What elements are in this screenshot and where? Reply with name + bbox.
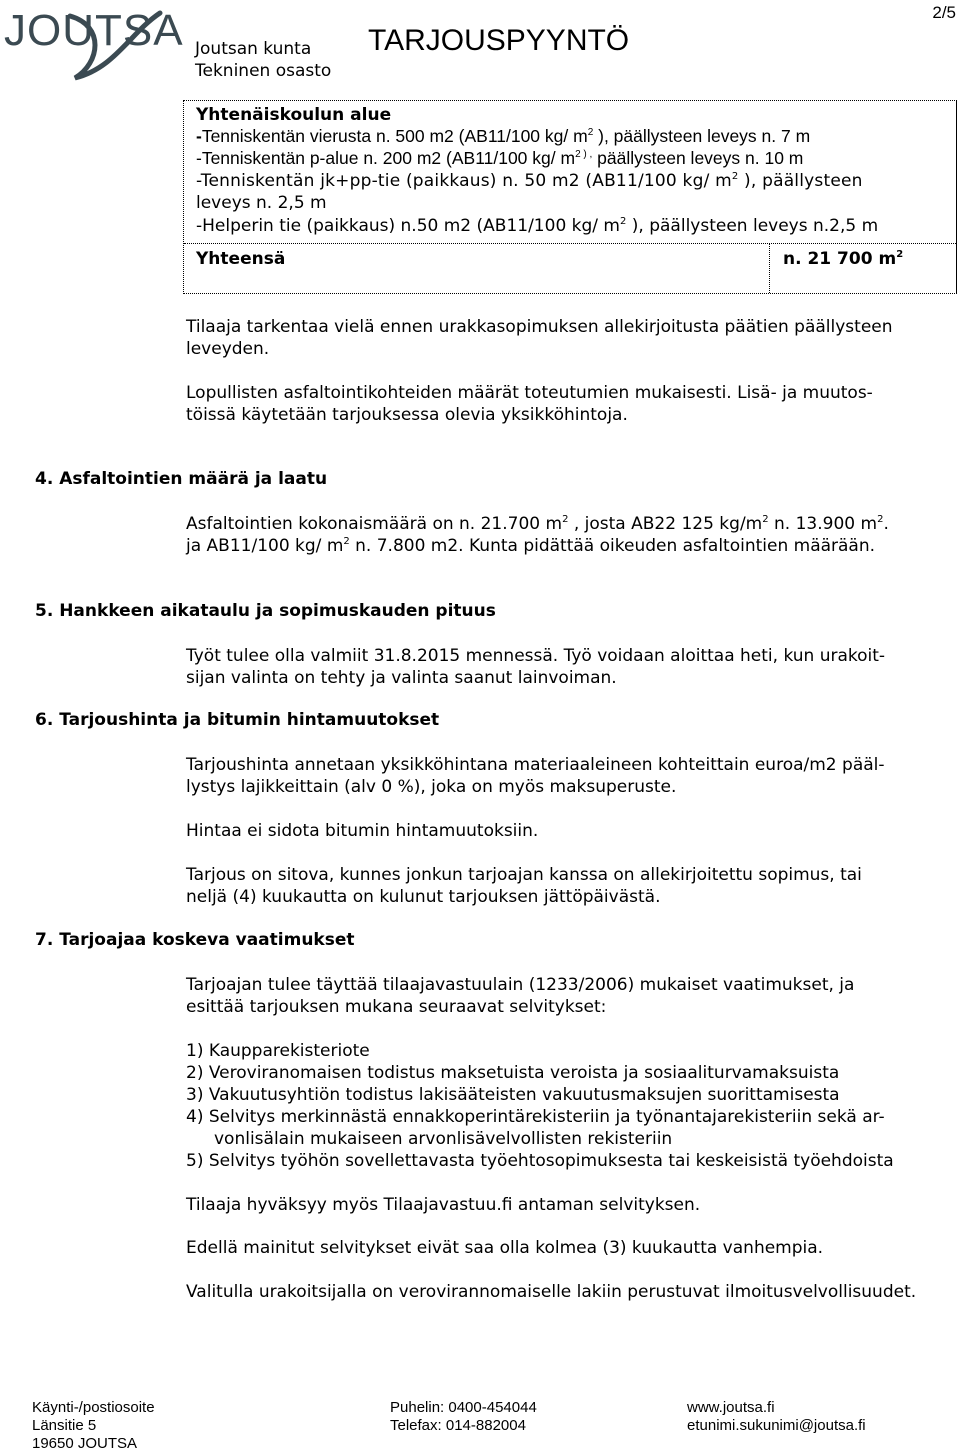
requirements-list [186,1040,953,1172]
paragraph: Edellä mainitut selvitykset eivät saa olla kolmea (3) kuukautta vanhempia. [186,1238,824,1258]
email-link[interactable]: etunimi.sukunimi@joutsa.fi [687,1417,866,1434]
section-heading: 6. Tarjoushinta ja bitumin hintamuutokset [35,710,440,730]
list-item: 3) Vakuutusyhtiön todistus lakisääteisten vakuutusmaksujen suorittamisesta [186,1085,840,1105]
paragraph: Hintaa ei sidota bitumin hintamuutoksiin. [186,821,539,841]
footer-contact: Puhelin: 0400-454044 Telefax: 014-882004 [390,1399,537,1434]
website-link[interactable]: www.joutsa.fi [687,1399,775,1416]
quantity-table [183,100,957,294]
paragraph: Tarjoushinta annetaan yksikköhintana materiaaleineen kohteittain euroa/m2 pääl- lystys lajikkeittain (alv 0 %), joka on myös maksuperuste. [186,755,885,797]
list-item: 4) Selvitys merkinnästä ennakkoperintärekisteriin ja työnantajarekisteriin sekä ar- [186,1107,885,1127]
paragraph: Lopullisten asfaltointikohteiden määrät toteutumien mukaisesti. Lisä- ja muutos- töissä käytetään tarjouksessa olevia yksikköhintoja. [186,383,873,425]
section-heading: 5. Hankkeen aikataulu ja sopimuskauden pituus [35,601,496,621]
divider [184,243,956,244]
list-item: vonlisälain mukaiseen arvonlisävelvollisten rekisteriin [214,1129,673,1149]
document-title: TARJOUSPYYNTÖ [368,24,630,57]
table-row: -Tenniskentän p-alue n. 200 m2 (AB11/100 kg/ $m^{2 ) ,}$ päällysteen leveys n. 10 m [196,148,804,168]
divider [769,243,770,293]
list-item: 1) Kaupparekisteriote [186,1041,370,1061]
paragraph: Valitulla urakoitsijalla on verovirannomaiselle lakiin perustuvat ilmoitusvelvollisuudet. [186,1282,917,1302]
section-heading: 4. Asfaltointien määrä ja laatu [35,469,328,489]
paragraph: Asfaltointien kokonaismäärä on n. 21.700 $m^2$ , josta AB22 125 $kg/m^2$ n. 13.900 $m^2$. ja AB11/100 kg/ $m^2$ n. 7.800 m2. Kunta pidättää oikeuden asfaltointien määrään. [186,514,889,556]
total-value: n. 21 700 $m^2$ [783,249,904,269]
paragraph: Työt tulee olla valmiit 31.8.2015 mennessä. Työ voidaan aloittaa heti, kun urakoit- sijan valinta on tehty ja valinta saanut lainvoiman. [186,646,886,688]
table-row: leveys n. 2,5 m [196,193,327,213]
org-name: Joutsan kunta [195,39,312,59]
paragraph: Tilaaja hyväksyy myös Tilaajavastuu.fi antaman selvityksen. [186,1195,701,1215]
page-number: 2/5 [932,3,956,22]
org-block [195,38,331,82]
section-heading: 7. Tarjoajaa koskeva vaatimukset [35,930,355,950]
paragraph: Tarjous on sitova, kunnes jonkun tarjoajan kanssa on allekirjoitettu sopimus, tai neljä (4) kuukautta on kulunut tarjouksen jättöpäivästä. [186,865,862,907]
footer-web [687,1399,866,1435]
joutsa-logo-swoosh-icon [60,8,170,83]
total-label: Yhteensä [196,249,286,269]
table-row: -Tenniskentän jk+pp-tie (paikkaus) n. 50 m2 (AB11/100 kg/ $m^2$ ), päällysteen [196,171,863,191]
table-row: -Tenniskentän vierusta n. 500 m2 (AB11/100 kg/ $m^2$ ), päällysteen leveys n. 7 m [196,126,811,146]
joutsa-logo-text: JOUTSA [4,6,184,55]
department-name: Tekninen osasto [195,61,332,81]
paragraph: Tarjoajan tulee täyttää tilaajavastuulain (1233/2006) mukaiset vaatimukset, ja esittää tarjouksen mukana seuraavat selvitykset: [186,975,855,1017]
paragraph: Tilaaja tarkentaa vielä ennen urakkasopimuksen allekirjoitusta päätien päällysteen leveyden. [186,317,893,359]
table-row: -Helperin tie (paikkaus) n.50 m2 (AB11/100 kg/ $m^2$ ), päällysteen leveys n.2,5 m [196,216,879,236]
area-title: Yhtenäiskoulun alue [196,105,392,125]
list-item: 2) Veroviranomaisen todistus maksetuista veroista ja sosiaaliturvamaksuista [186,1063,840,1083]
footer-address: Käynti-/postiosoite Länsitie 5 19650 JOUTSA [32,1399,155,1452]
list-item: 5) Selvitys työhön sovellettavasta työehtosopimuksesta tai keskeisistä työehdoista [186,1151,894,1171]
